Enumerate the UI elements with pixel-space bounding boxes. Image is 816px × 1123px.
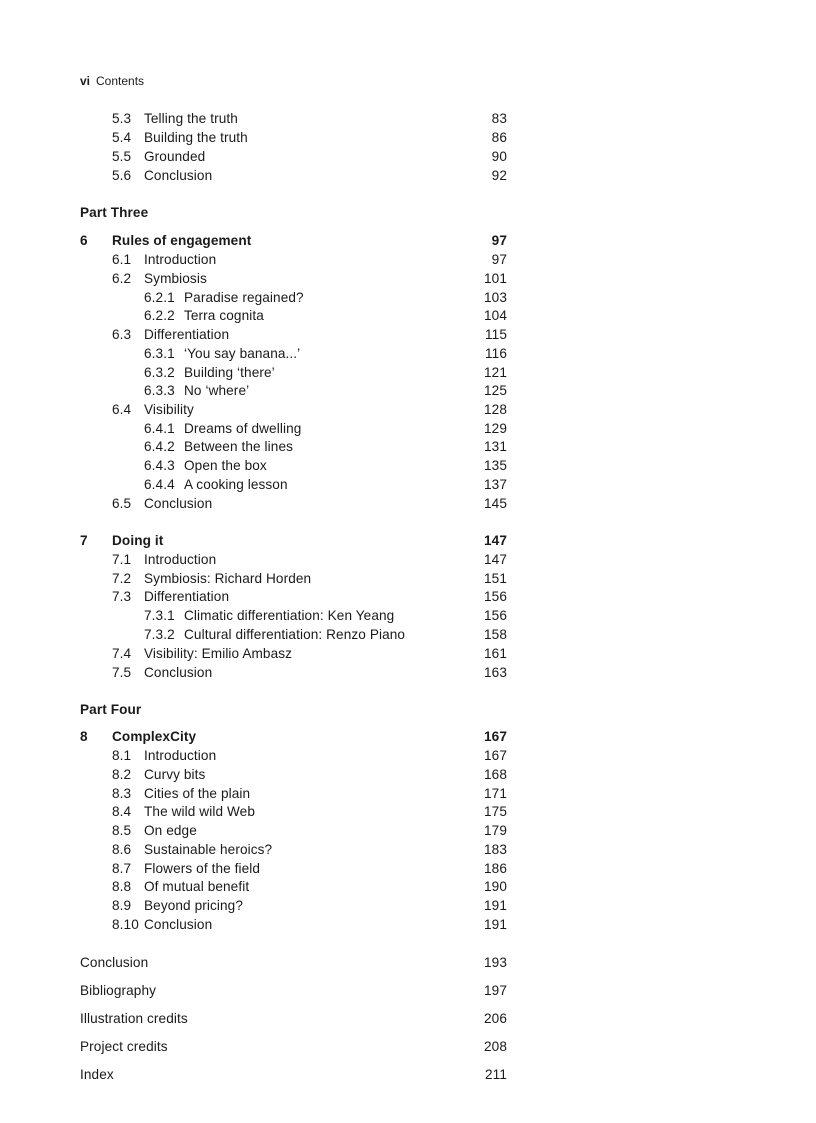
entry-page-number: 211 (485, 1067, 507, 1082)
entry-number: 6.2 (112, 271, 132, 286)
entry-title: Symbiosis (144, 271, 207, 286)
entry-number: 6.3.1 (144, 346, 175, 361)
entry-number: 8.4 (112, 804, 132, 819)
entry-page-number: 191 (484, 917, 507, 932)
entry-number: 6.2.1 (144, 290, 175, 305)
entry-page-number: 92 (491, 168, 507, 183)
entry-page-number: 167 (484, 748, 507, 763)
entry-page-number: 90 (491, 149, 507, 164)
entry-number: 6.3.2 (144, 365, 175, 380)
entry-title: ‘You say banana...’ (184, 346, 301, 361)
entry-number: 7.1 (112, 552, 132, 567)
entry-page-number: 190 (484, 879, 507, 894)
entry-title: Introduction (144, 252, 217, 267)
entry-title: Paradise regained? (184, 290, 304, 305)
entry-title: Dreams of dwelling (184, 421, 302, 436)
entry-page-number: 101 (484, 271, 507, 286)
entry-number: 6.4.3 (144, 458, 175, 473)
entry-title: Conclusion (144, 168, 213, 183)
entry-number: 8.2 (112, 767, 132, 782)
entry-number: 6.1 (112, 252, 132, 267)
entry-title: Part Four (80, 702, 142, 717)
header-page-number: vi (80, 74, 91, 88)
entry-title: ComplexCity (112, 729, 197, 744)
entry-page-number: 193 (484, 955, 507, 970)
entry-number: 5.3 (112, 111, 132, 126)
subsection-entry (0, 476, 816, 494)
entry-page-number: 121 (484, 365, 507, 380)
section-entry (0, 897, 816, 915)
entry-title: Rules of engagement (112, 233, 252, 248)
entry-number: 7.3 (112, 589, 132, 604)
section-entry (0, 401, 816, 419)
section-entry (0, 747, 816, 765)
entry-title: Doing it (112, 533, 164, 548)
section-entry (0, 803, 816, 821)
entry-number: 6.5 (112, 496, 132, 511)
subsection-entry (0, 420, 816, 438)
entry-title: Visibility: Emilio Ambasz (144, 646, 293, 661)
entry-page-number: 147 (484, 533, 507, 548)
section-entry (0, 766, 816, 784)
backmatter-entry (0, 982, 816, 1000)
entry-page-number: 147 (484, 552, 507, 567)
entry-title: Conclusion (80, 955, 149, 970)
chapter-entry (0, 232, 816, 250)
entry-number: 8.1 (112, 748, 132, 763)
entry-number: 8.10 (112, 917, 139, 932)
entry-page-number: 151 (484, 571, 507, 586)
backmatter-entry (0, 954, 816, 972)
section-entry (0, 251, 816, 269)
section-entry (0, 645, 816, 663)
entry-number: 5.4 (112, 130, 132, 145)
backmatter-entry (0, 1038, 816, 1056)
entry-title: Differentiation (144, 327, 230, 342)
section-entry (0, 860, 816, 878)
subsection-entry (0, 382, 816, 400)
entry-number: 7.4 (112, 646, 132, 661)
entry-page-number: 171 (484, 786, 507, 801)
entry-title: Of mutual benefit (144, 879, 250, 894)
entry-number: 8.3 (112, 786, 132, 801)
entry-page-number: 175 (484, 804, 507, 819)
entry-number: 6.2.2 (144, 308, 175, 323)
entry-title: Introduction (144, 552, 217, 567)
entry-page-number: 125 (484, 383, 507, 398)
section-entry (0, 588, 816, 606)
section-entry (0, 841, 816, 859)
entry-title: Grounded (144, 149, 206, 164)
entry-page-number: 116 (485, 346, 507, 361)
section-entry (0, 664, 816, 682)
entry-title: Symbiosis: Richard Horden (144, 571, 312, 586)
subsection-entry (0, 457, 816, 475)
entry-number: 8.9 (112, 898, 132, 913)
entry-number: 7.3.1 (144, 608, 175, 623)
entry-page-number: 163 (484, 665, 507, 680)
section-entry (0, 110, 816, 128)
entry-title: Beyond pricing? (144, 898, 243, 913)
section-entry (0, 129, 816, 147)
section-entry (0, 916, 816, 934)
entry-title: Introduction (144, 748, 217, 763)
chapter-entry (0, 532, 816, 550)
entry-title: Sustainable heroics? (144, 842, 273, 857)
subsection-entry (0, 607, 816, 625)
backmatter-entry (0, 1010, 816, 1028)
subsection-entry (0, 345, 816, 363)
entry-title: Conclusion (144, 665, 213, 680)
entry-page-number: 161 (484, 646, 507, 661)
entry-title: Terra cognita (184, 308, 264, 323)
entry-page-number: 135 (484, 458, 507, 473)
entry-number: 7.3.2 (144, 627, 175, 642)
entry-page-number: 104 (484, 308, 507, 323)
entry-title: No ‘where’ (184, 383, 250, 398)
entry-page-number: 83 (491, 111, 507, 126)
entry-number: 7.2 (112, 571, 132, 586)
entry-number: 6 (80, 233, 88, 248)
part-heading (0, 204, 816, 222)
entry-number: 7 (80, 533, 88, 548)
entry-title: Conclusion (144, 496, 213, 511)
entry-number: 5.6 (112, 168, 132, 183)
entry-title: On edge (144, 823, 197, 838)
entry-title: A cooking lesson (184, 477, 288, 492)
part-heading (0, 701, 816, 719)
section-entry (0, 822, 816, 840)
entry-title: The wild wild Web (144, 804, 255, 819)
entry-title: Index (80, 1067, 114, 1082)
subsection-entry (0, 438, 816, 456)
entry-title: Flowers of the field (144, 861, 261, 876)
entry-number: 8 (80, 729, 88, 744)
entry-title: Open the box (184, 458, 267, 473)
entry-title: Cultural differentiation: Renzo Piano (184, 627, 406, 642)
entry-title: Visibility (144, 402, 194, 417)
header-title: Contents (96, 74, 145, 88)
entry-page-number: 168 (484, 767, 507, 782)
entry-page-number: 156 (484, 608, 507, 623)
section-entry (0, 326, 816, 344)
entry-number: 8.7 (112, 861, 132, 876)
entry-page-number: 103 (484, 290, 507, 305)
section-entry (0, 270, 816, 288)
entry-number: 6.3.3 (144, 383, 175, 398)
entry-page-number: 131 (484, 439, 507, 454)
section-entry (0, 495, 816, 513)
entry-page-number: 191 (484, 898, 507, 913)
subsection-entry (0, 364, 816, 382)
entry-page-number: 158 (484, 627, 507, 642)
entry-page-number: 156 (484, 589, 507, 604)
entry-number: 6.4.2 (144, 439, 175, 454)
entry-title: Building the truth (144, 130, 248, 145)
backmatter-entry (0, 1066, 816, 1084)
entry-page-number: 183 (484, 842, 507, 857)
subsection-entry (0, 289, 816, 307)
entry-page-number: 97 (491, 252, 507, 267)
section-entry (0, 570, 816, 588)
entry-number: 6.4.1 (144, 421, 175, 436)
entry-title: Climatic differentiation: Ken Yeang (184, 608, 395, 623)
entry-page-number: 179 (484, 823, 507, 838)
entry-title: Between the lines (184, 439, 294, 454)
entry-page-number: 197 (484, 983, 507, 998)
chapter-entry (0, 728, 816, 746)
entry-number: 8.6 (112, 842, 132, 857)
entry-title: Conclusion (144, 917, 213, 932)
entry-page-number: 208 (484, 1039, 507, 1054)
entry-title: Curvy bits (144, 767, 206, 782)
entry-page-number: 145 (484, 496, 507, 511)
entry-number: 6.3 (112, 327, 132, 342)
section-entry (0, 148, 816, 166)
entry-number: 7.5 (112, 665, 132, 680)
entry-page-number: 137 (484, 477, 507, 492)
entry-title: Telling the truth (144, 111, 238, 126)
subsection-entry (0, 307, 816, 325)
entry-title: Bibliography (80, 983, 157, 998)
entry-page-number: 97 (491, 233, 507, 248)
entry-title: Differentiation (144, 589, 230, 604)
entry-page-number: 167 (484, 729, 507, 744)
entry-page-number: 115 (485, 327, 507, 342)
entry-number: 8.8 (112, 879, 132, 894)
entry-number: 8.5 (112, 823, 132, 838)
entry-number: 6.4 (112, 402, 132, 417)
entry-page-number: 129 (484, 421, 507, 436)
entry-title: Building ‘there’ (184, 365, 275, 380)
section-entry (0, 785, 816, 803)
entry-page-number: 86 (491, 130, 507, 145)
section-entry (0, 551, 816, 569)
entry-number: 5.5 (112, 149, 132, 164)
running-header (80, 74, 144, 88)
entry-title: Part Three (80, 205, 149, 220)
section-entry (0, 167, 816, 185)
entry-title: Illustration credits (80, 1011, 188, 1026)
entry-number: 6.4.4 (144, 477, 175, 492)
subsection-entry (0, 626, 816, 644)
entry-page-number: 128 (484, 402, 507, 417)
section-entry (0, 878, 816, 896)
entry-page-number: 186 (484, 861, 507, 876)
entry-title: Project credits (80, 1039, 168, 1054)
entry-title: Cities of the plain (144, 786, 251, 801)
entry-page-number: 206 (484, 1011, 507, 1026)
